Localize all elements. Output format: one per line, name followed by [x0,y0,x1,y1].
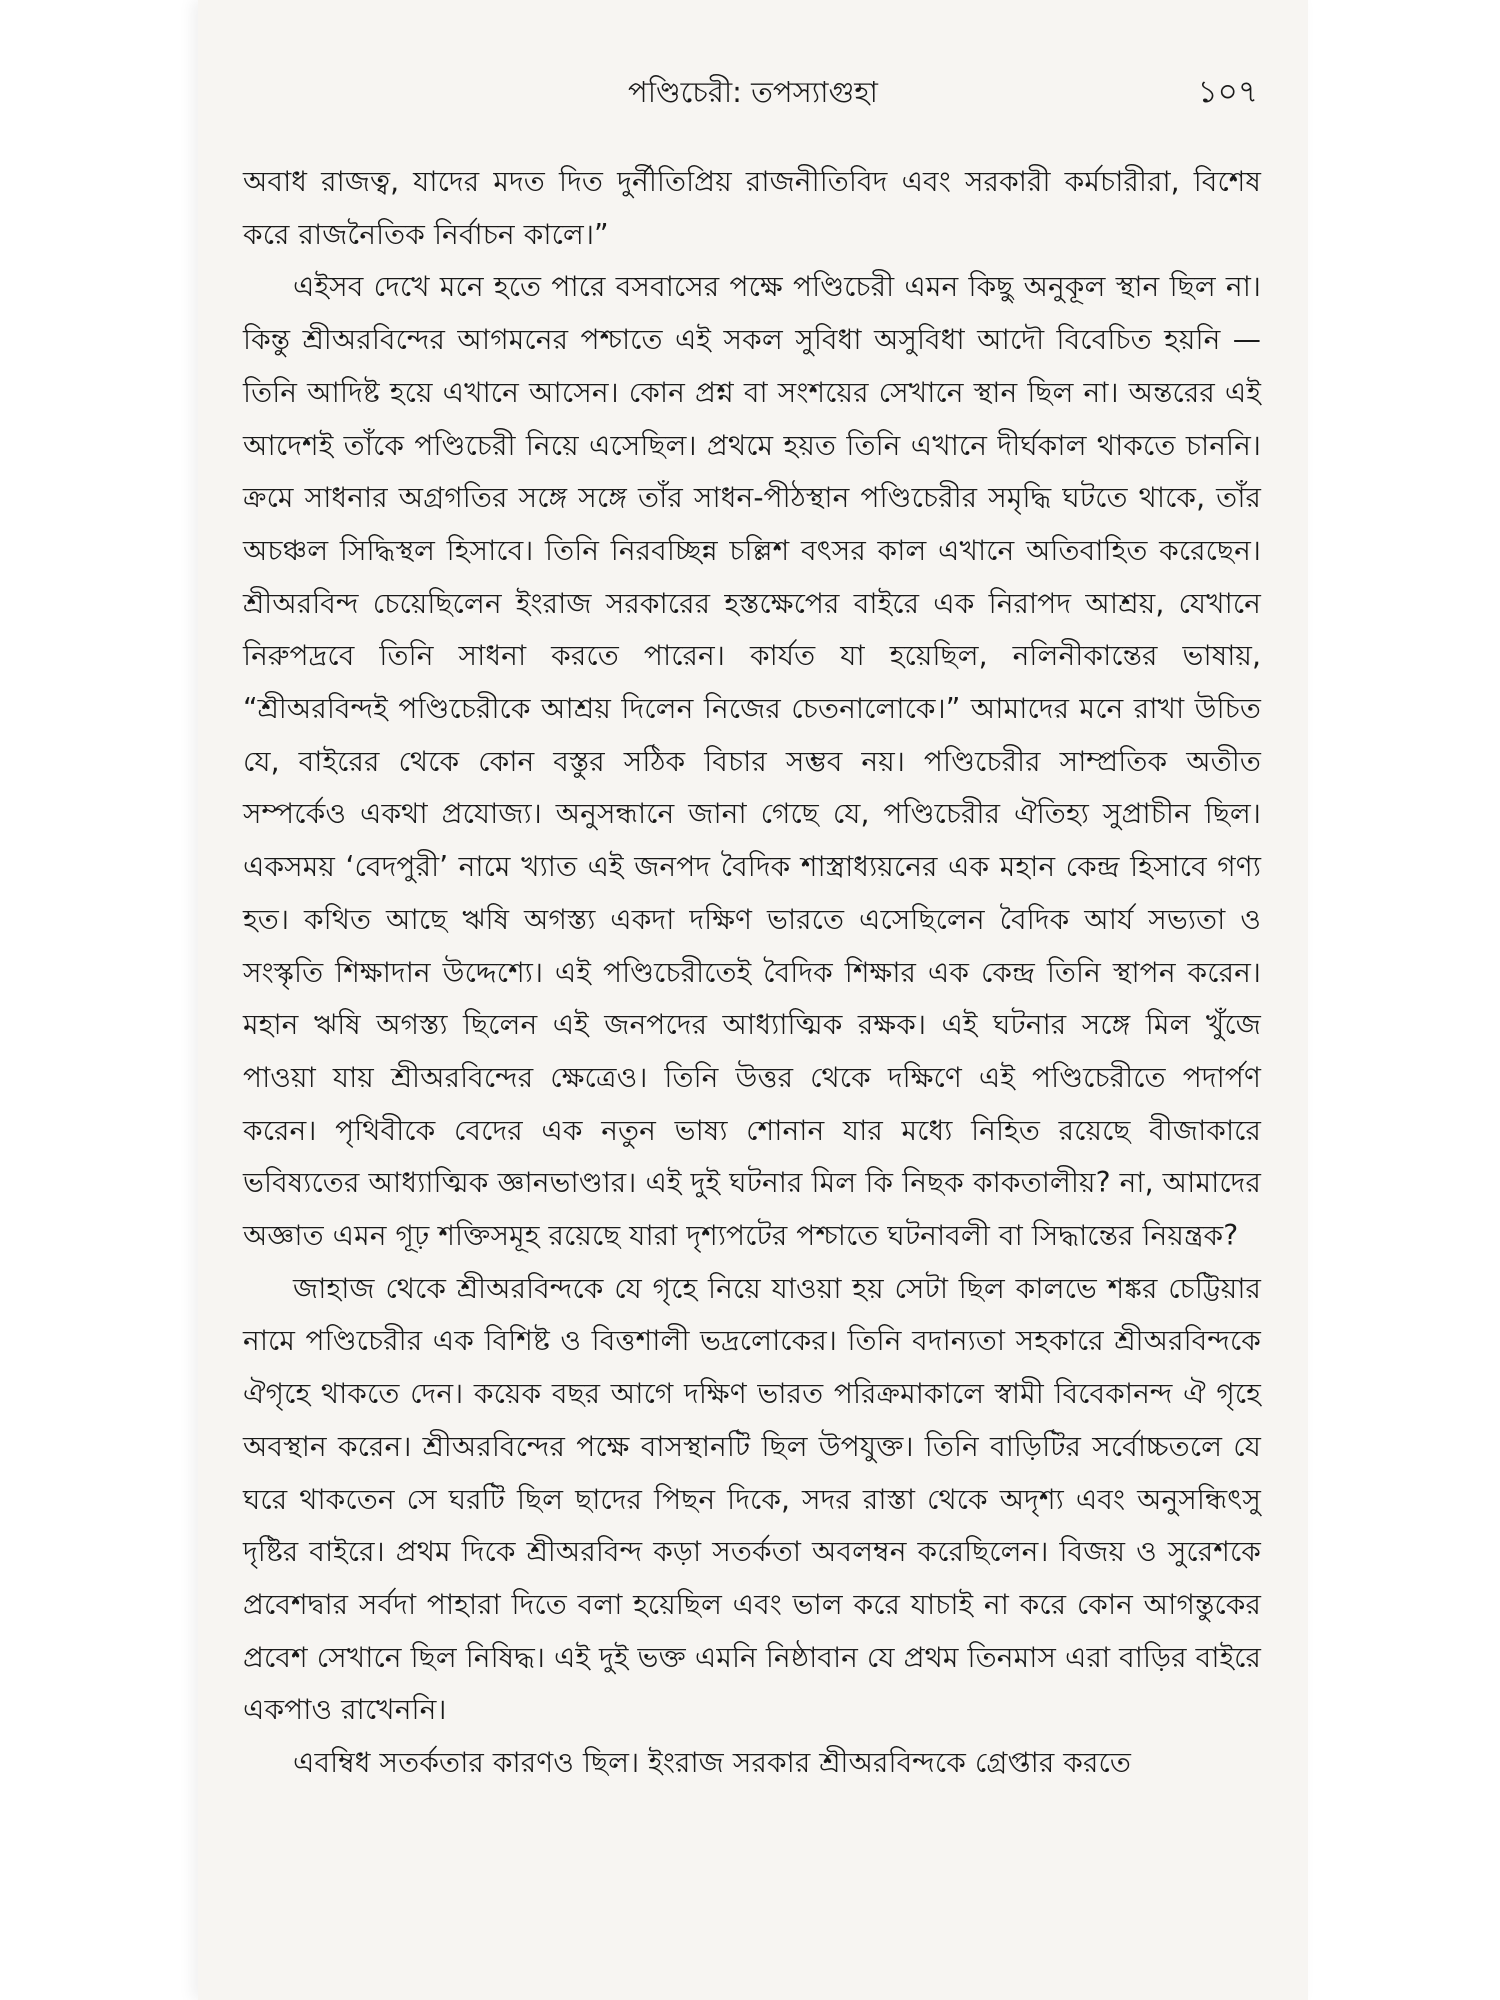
page-header [198,62,1308,122]
body-text [243,156,1261,1790]
running-title: পণ্ডিচেরী: তপস্যাগুহা [628,75,878,109]
book-page [198,0,1308,2000]
page-number: ১০৭ [1197,74,1258,110]
paragraph: এইসব দেখে মনে হতে পারে বসবাসের পক্ষে পণ্ডিচেরী এমন কিছু অনুকূল স্থান ছিল না। কিন্তু শ্রীঅরবিন্দের আগমনের পশ্চাতে এই সকল সুবিধা অসুবিধা আদৌ বিবেচিত হয়নি — তিনি আদিষ্ট হয়ে এখানে আসেন। কোন প্রশ্ন বা সংশয়ের সেখানে স্থান ছিল না। অন্তরের এই আদেশই তাঁকে পণ্ডিচেরী নিয়ে এসেছিল। প্রথমে হয়ত তিনি এখানে দীর্ঘকাল থাকতে চাননি। ক্রমে সাধনার অগ্রগতির সঙ্গে সঙ্গে তাঁর সাধন-পীঠস্থান পণ্ডিচেরীর সমৃদ্ধি ঘটতে থাকে, তাঁর অচঞ্চল সিদ্ধিস্থল হিসাবে। তিনি নিরবচ্ছিন্ন চল্লিশ বৎসর কাল এখানে অতিবাহিত করেছেন। শ্রীঅরবিন্দ চেয়েছিলেন ইংরাজ সরকারের হস্তক্ষেপের বাইরে এক নিরাপদ আশ্রয়, যেখানে নিরুপদ্রবে তিনি সাধনা করতে পারেন। কার্যত যা হয়েছিল, নলিনীকান্তের ভাষায়, “শ্রীঅরবিন্দই পণ্ডিচেরীকে আশ্রয় দিলেন নিজের চেতনালোকে।” আমাদের মনে রাখা উচিত যে, বাইরের থেকে কোন বস্তুর সঠিক বিচার সম্ভব নয়। পণ্ডিচেরীর সাম্প্রতিক অতীত সম্পর্কেও একথা প্রযোজ্য। অনুসন্ধানে জানা গেছে যে, পণ্ডিচেরীর ঐতিহ্য সুপ্রাচীন ছিল। একসময় ‘বেদপুরী’ নামে খ্যাত এই জনপদ বৈদিক শাস্ত্রাধ্যয়নের এক মহান কেন্দ্র হিসাবে গণ্য হত। কথিত আছে ঋষি অগস্ত্য একদা দক্ষিণ ভারতে এসেছিলেন বৈদিক আর্য সভ্যতা ও সংস্কৃতি শিক্ষাদান উদ্দেশ্যে। এই পণ্ডিচেরীতেই বৈদিক শিক্ষার এক কেন্দ্র তিনি স্থাপন করেন। মহান ঋষি অগস্ত্য ছিলেন এই জনপদের আধ্যাত্মিক রক্ষক। এই ঘটনার সঙ্গে মিল খুঁজে পাওয়া যায় শ্রীঅরবিন্দের ক্ষেত্রেও। তিনি উত্তর থেকে দক্ষিণে এই পণ্ডিচেরীতে পদার্পণ করেন। পৃথিবীকে বেদের এক নতুন ভাষ্য শোনান যার মধ্যে নিহিত রয়েছে বীজাকারে ভবিষ্যতের আধ্যাত্মিক জ্ঞানভাণ্ডার। এই দুই ঘটনার মিল কি নিছক কাকতালীয়? না, আমাদের অজ্ঞাত এমন গূঢ় শক্তিসমূহ রয়েছে যারা দৃশ্যপটের পশ্চাতে ঘটনাবলী বা সিদ্ধান্তের নিয়ন্ত্রক? [243,270,1261,1253]
paragraph: অবাধ রাজত্ব, যাদের মদত দিত দুর্নীতিপ্রিয় রাজনীতিবিদ এবং সরকারী কর্মচারীরা, বিশেষ করে রাজনৈতিক নির্বাচন কালে।” [243,165,1261,251]
paragraph: জাহাজ থেকে শ্রীঅরবিন্দকে যে গৃহে নিয়ে যাওয়া হয় সেটা ছিল কালভে শঙ্কর চেট্টিয়ার নামে পণ্ডিচেরীর এক বিশিষ্ট ও বিত্তশালী ভদ্রলোকের। তিনি বদান্যতা সহকারে শ্রীঅরবিন্দকে ঐগৃহে থাকতে দেন। কয়েক বছর আগে দক্ষিণ ভারত পরিক্রমাকালে স্বামী বিবেকানন্দ ঐ গৃহে অবস্থান করেন। শ্রীঅরবিন্দের পক্ষে বাসস্থানটি ছিল উপযুক্ত। তিনি বাড়িটির সর্বোচ্চতলে যে ঘরে থাকতেন সে ঘরটি ছিল ছাদের পিছন দিকে, সদর রাস্তা থেকে অদৃশ্য এবং অনুসন্ধিৎসু দৃষ্টির বাইরে। প্রথম দিকে শ্রীঅরবিন্দ কড়া সতর্কতা অবলম্বন করেছিলেন। বিজয় ও সুরেশকে প্রবেশদ্বার সর্বদা পাহারা দিতে বলা হয়েছিল এবং ভাল করে যাচাই না করে কোন আগন্তুকের প্রবেশ সেখানে ছিল নিষিদ্ধ। এই দুই ভক্ত এমনি নিষ্ঠাবান যে প্রথম তিনমাস এরা বাড়ির বাইরে একপাও রাখেননি। [243,1271,1261,1727]
paragraph: এবম্বিধ সতর্কতার কারণও ছিল। ইংরাজ সরকার শ্রীঅরবিন্দকে গ্রেপ্তার করতে [293,1746,1131,1780]
